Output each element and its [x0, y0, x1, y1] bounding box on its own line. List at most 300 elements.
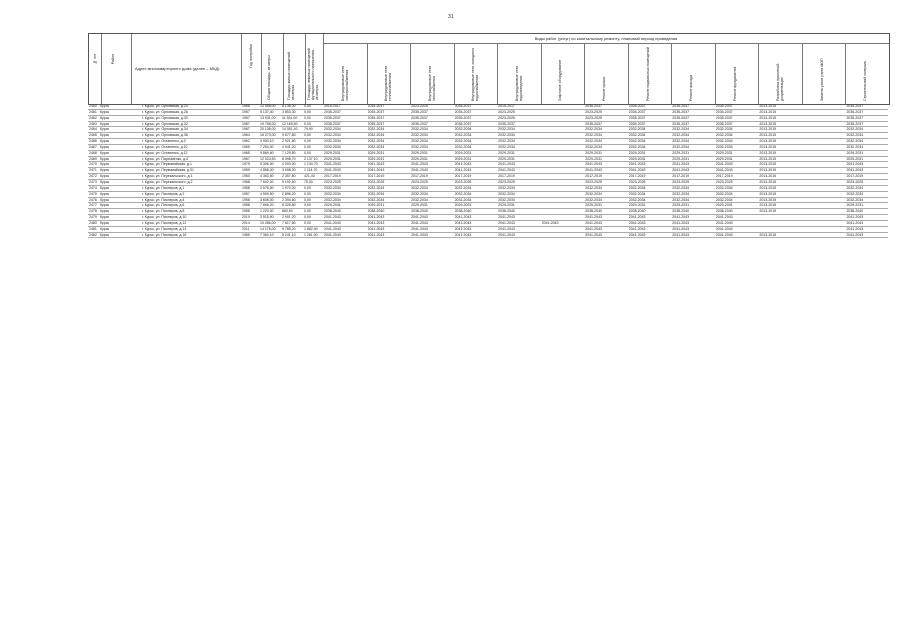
cell-address: г. Курск, ул. Орловская, д.30	[142, 115, 188, 120]
cell-work-6: 2032-2034	[585, 144, 602, 149]
cell-work-1: 2035-2037	[367, 104, 385, 108]
cell-res-area: 12 169,50	[282, 121, 298, 126]
cell-nonres-area: 0,00	[304, 133, 311, 138]
cell-work-4: 2023-2025	[498, 179, 515, 184]
cell-work-10: 2013-2015	[759, 115, 777, 120]
cell-total-area: 16 273,00	[260, 133, 276, 138]
cell-total-area: 19 798,00	[260, 121, 276, 126]
cell-work-2: 2032-2034	[411, 139, 428, 144]
cell-res-area: 5 326,50	[282, 203, 296, 208]
cell-work-10: 2013-2015	[759, 133, 777, 138]
cell-work-10: 2013-2015	[759, 191, 777, 196]
cell-work-12: 2041-2043	[846, 215, 864, 220]
cell-work-2: 2023-2025	[411, 104, 428, 108]
cell-work-2: 2041-2043	[411, 162, 428, 167]
cell-work-10: 2013-2015	[759, 144, 777, 149]
cell-work-8: 2032-2034	[672, 127, 690, 132]
cell-work-0: 2029-2031	[324, 156, 341, 161]
cell-work-10: 2013-2015	[759, 203, 777, 208]
cell-work-8: 2032-2034	[672, 139, 690, 144]
cell-district: Курск	[100, 179, 109, 184]
cell-work-8: 2032-2034	[672, 185, 690, 190]
cell-address: г. Курск, ул. Пионеров, д.4	[142, 197, 185, 202]
page-number: 31	[448, 14, 454, 20]
cell-num: 2470	[89, 162, 97, 167]
cell-work-7: 2032-2034	[628, 191, 646, 196]
cell-work-4: 2032-2034	[498, 185, 515, 190]
cell-work-3: 2038-2040	[454, 209, 472, 214]
cell-work-7: 2032-2034	[628, 139, 646, 144]
cell-address: г. Курск, ул. Пионеров, д.10	[142, 215, 187, 220]
cell-work-8: 2041-2043	[672, 220, 690, 225]
cell-work-4: 2029-2031	[498, 203, 515, 208]
cell-work-7: 2041-2043	[628, 168, 646, 173]
cell-work-8: 2032-2034	[672, 197, 690, 202]
cell-work-7: 2032-2034	[628, 127, 646, 132]
cell-work-3: 2032-2034	[454, 144, 472, 149]
cell-work-4: 2017-2019	[498, 174, 515, 179]
cell-work-10: 2014-2016	[759, 174, 777, 179]
cell-work-12: 2032-2034	[846, 191, 864, 196]
cell-work-6: 2035-2037	[585, 104, 602, 108]
cell-work-6: 2032-2034	[585, 139, 602, 144]
cell-work-1: 2038-2040	[367, 209, 385, 214]
cell-work-2: 2032-2034	[411, 191, 428, 196]
cell-res-area: 4 941,20	[282, 144, 296, 149]
cell-work-7: 2041-2043	[628, 232, 646, 237]
cell-address: г. Курск, ул. Пионеров, д.2	[142, 191, 185, 196]
cell-total-area: 2 676,50	[260, 185, 274, 190]
cell-work-12: 2032-2034	[846, 133, 864, 138]
cell-res-area: 2 394,60	[282, 197, 296, 202]
cell-district: Курск	[100, 150, 109, 155]
cell-num: 2477	[89, 203, 97, 208]
cell-work-9: 2032-2034	[715, 197, 733, 202]
cell-res-area: 8 398,70	[282, 156, 296, 161]
cell-work-10: 2013-2015	[759, 197, 777, 202]
cell-work-0: 2035-2037	[324, 121, 341, 126]
cell-work-9: 2032-2034	[715, 139, 733, 144]
cell-address: г. Курск, ул. Остапенко, д.3	[142, 139, 186, 144]
cell-work-10: 2013-2015	[759, 232, 777, 237]
cell-year: 1968	[242, 179, 250, 184]
cell-nonres-area: 0,00	[304, 220, 311, 225]
cell-total-area: 14 176,00	[260, 226, 276, 231]
cell-total-area: 7 696,20	[260, 203, 274, 208]
cell-work-3: 2032-2034	[454, 185, 472, 190]
cell-year: 1958	[242, 185, 250, 190]
cell-work-0: 2032-2034	[324, 133, 341, 138]
cell-address: г. Курск, ул. Перекальского, д.1	[142, 174, 193, 179]
cell-num: 2480	[89, 220, 97, 225]
cell-total-area: 13 931,00	[260, 115, 276, 120]
cell-num: 2474	[89, 185, 97, 190]
cell-work-2: 2029-2031	[411, 150, 428, 155]
cell-work-9: 2041-2043	[715, 162, 733, 167]
cell-year: 2011	[242, 226, 250, 231]
cell-work-2: 2029-2031	[411, 156, 428, 161]
cell-address: г. Курск, ул. Пионеров, д.12	[142, 220, 187, 225]
cell-work-6: 2023-2025	[585, 115, 602, 120]
cell-year: 1950	[242, 174, 250, 179]
cell-year: 1967	[242, 156, 250, 161]
cell-work-9: 2032-2034	[715, 185, 733, 190]
header-work-5: Лифтовое оборудование	[558, 59, 563, 101]
cell-year: 1965	[242, 150, 250, 155]
cell-num: 2462	[89, 115, 97, 120]
header-work-11: Замена узлов учета МОП	[819, 58, 824, 101]
cell-total-area: 3 608,00	[260, 197, 274, 202]
cell-work-8: 2041-2043	[672, 162, 690, 167]
header-work-2: Внутридомовые сети газоснабжения	[427, 65, 436, 101]
header-total-area: Общая площадь, кв.метры	[267, 55, 271, 100]
cell-work-12: 2029-2031	[846, 150, 864, 155]
cell-work-8: 2029-2031	[672, 150, 690, 155]
cell-work-7: 2035-2037	[628, 121, 646, 126]
cell-work-9: 2032-2034	[715, 133, 733, 138]
cell-total-area: 3 515,90	[260, 215, 274, 220]
cell-num: 2478	[89, 209, 97, 214]
cell-work-4: 2041-2043	[498, 232, 515, 237]
cell-work-3: 2041-2043	[454, 215, 472, 220]
cell-work-12: 2029-2031	[846, 156, 864, 161]
cell-work-8: 2041-2043	[672, 232, 690, 237]
cell-work-0: 2041-2043	[324, 232, 341, 237]
cell-nonres-area: 0,00	[304, 139, 311, 144]
cell-nonres-area: 0,00	[304, 121, 311, 126]
cell-address: г. Курск, ул. Пархоменко, д.4	[142, 156, 189, 161]
cell-district: Курск	[100, 232, 109, 237]
cell-res-area: 4 003,00	[282, 162, 296, 167]
cell-work-4: 2041-2043	[498, 162, 515, 167]
cell-nonres-area: 75,00	[304, 179, 313, 184]
cell-work-7: 2035-2037	[628, 104, 646, 108]
cell-work-2: 2035-2037	[411, 121, 428, 126]
cell-district: Курск	[100, 162, 109, 167]
cell-nonres-area: 0,00	[304, 109, 311, 114]
header-work-6: Ремонт крыши	[602, 76, 606, 101]
cell-work-6: 2029-2031	[585, 203, 602, 208]
cell-res-area: 1 970,00	[282, 185, 296, 190]
cell-work-2: 2032-2034	[411, 185, 428, 190]
cell-work-6: 2029-2031	[585, 150, 602, 155]
cell-work-6: 2041-2043	[585, 215, 602, 220]
cell-work-3: 2023-2025	[454, 179, 472, 184]
cell-res-area: 9 785,20	[282, 226, 296, 231]
cell-work-6: 2041-2043	[585, 168, 602, 173]
table-row	[88, 233, 888, 239]
cell-work-6: 2041-2043	[585, 220, 602, 225]
cell-work-6: 2038-2040	[585, 209, 602, 214]
cell-num: 2461	[89, 109, 97, 114]
header-res-area: Площадь жилых помещений, кв.метры	[287, 51, 295, 100]
cell-year: 1985	[242, 232, 250, 237]
cell-district: Курск	[100, 133, 109, 138]
cell-work-1: 2035-2037	[367, 121, 385, 126]
cell-work-1: 2032-2034	[367, 133, 385, 138]
cell-work-0: 2038-2040	[324, 209, 341, 214]
cell-work-2: 2023-2025	[411, 179, 428, 184]
cell-work-1: 2041-2043	[367, 168, 385, 173]
cell-work-6: 2035-2037	[585, 121, 602, 126]
cell-address: г. Курск, ул. Пионеров, д.6	[142, 203, 185, 208]
cell-year: 2010	[242, 215, 250, 220]
cell-work-3: 2017-2019	[454, 174, 472, 179]
cell-year: 1959	[242, 168, 250, 173]
cell-work-1: 2041-2043	[367, 232, 385, 237]
cell-district: Курск	[100, 156, 109, 161]
cell-work-7: 2023-2025	[628, 179, 646, 184]
cell-work-12: 2041-2043	[846, 168, 864, 173]
cell-num: 2467	[89, 144, 97, 149]
cell-res-area: 2 357,80	[282, 174, 296, 179]
cell-work-7: 2017-2019	[628, 174, 646, 179]
cell-work-2: 2032-2034	[411, 197, 428, 202]
cell-work-10: 2013-2015	[759, 109, 777, 114]
cell-num: 2463	[89, 121, 97, 126]
cell-nonres-area: 0,00	[304, 191, 311, 196]
cell-work-9: 2041-2043	[715, 220, 733, 225]
cell-work-12: 2017-2019	[846, 174, 864, 179]
cell-address: г. Курск, ул. Орловская, д.26	[142, 109, 188, 114]
cell-nonres-area: 79,90	[304, 127, 313, 132]
cell-total-area: 5 137,40	[260, 109, 274, 114]
cell-district: Курск	[100, 144, 109, 149]
cell-work-10: 2013-2015	[759, 209, 777, 214]
cell-year: 1979	[242, 162, 250, 167]
cell-work-1: 2032-2034	[367, 185, 385, 190]
cell-work-4: 2032-2034	[498, 133, 515, 138]
header-nonres-area: Площадь нежилых помещений функционального назначения, кв.метры	[307, 48, 319, 100]
cell-nonres-area: 0,00	[304, 104, 311, 108]
cell-address: г. Курск, ул. Орловская, д.24	[142, 104, 188, 108]
cell-work-0: 2032-2034	[324, 191, 341, 196]
cell-res-area: 860,50	[282, 209, 293, 214]
cell-work-7: 2035-2037	[628, 109, 646, 114]
cell-work-8: 2032-2034	[672, 133, 690, 138]
cell-work-3: 2041-2043	[454, 226, 472, 231]
cell-work-7: 2032-2034	[628, 197, 646, 202]
header-work-8: Ремонт фасада	[689, 74, 694, 101]
cell-address: г. Курск, ул. Пионеров, д.1	[142, 185, 185, 190]
cell-nonres-area: 1 882,40	[304, 226, 318, 231]
cell-work-3: 2035-2037	[454, 115, 472, 120]
cell-num: 2471	[89, 168, 97, 173]
cell-work-3: 2035-2037	[454, 121, 472, 126]
cell-num: 2465	[89, 133, 97, 138]
cell-nonres-area: 0,00	[304, 209, 311, 214]
cell-work-2: 2041-2043	[411, 232, 428, 237]
header-work-10: Разработка проектной документации	[776, 63, 785, 101]
cell-work-4: 2041-2043	[498, 226, 515, 231]
cell-total-area: 7 254,00	[260, 144, 274, 149]
cell-district: Курск	[100, 185, 109, 190]
cell-work-2: 2032-2034	[411, 127, 428, 132]
cell-work-7: 2041-2043	[628, 220, 646, 225]
cell-work-2: 2032-2034	[411, 144, 428, 149]
cell-work-1: 2029-2031	[367, 156, 385, 161]
cell-total-area: 20 138,00	[260, 127, 276, 132]
cell-work-1: 2032-2034	[367, 144, 385, 149]
cell-work-12: 2035-2037	[846, 121, 864, 126]
cell-work-9: 2032-2034	[715, 127, 733, 132]
cell-work-8: 2041-2043	[672, 168, 690, 173]
cell-work-10: 2013-2015	[759, 127, 777, 132]
cell-work-7: 2032-2034	[628, 185, 646, 190]
cell-work-12: 2041-2043	[846, 232, 864, 237]
cell-work-9: 2032-2034	[715, 144, 733, 149]
cell-work-7: 2041-2043	[628, 226, 646, 231]
cell-res-area: 2 921,80	[282, 139, 296, 144]
cell-work-6: 2017-2019	[585, 174, 602, 179]
cell-district: Курск	[100, 209, 109, 214]
cell-work-9: 2029-2031	[715, 156, 733, 161]
cell-work-0: 2023-2025	[324, 179, 341, 184]
cell-work-6: 2041-2043	[585, 162, 602, 167]
cell-work-8: 2035-2037	[672, 115, 690, 120]
cell-work-4: 2032-2034	[498, 191, 515, 196]
cell-work-4: 2032-2034	[498, 144, 515, 149]
cell-total-area: 4 858,00	[260, 168, 274, 173]
cell-work-0: 2032-2034	[324, 144, 341, 149]
header-work-7: Ремонт подвальных помещений	[645, 47, 650, 101]
cell-work-12: 2038-2040	[846, 209, 864, 214]
header-address: Адрес многоквартирного дома (далее – МКД)	[135, 66, 220, 71]
cell-work-2: 2017-2019	[411, 174, 428, 179]
cell-address: г. Курск, ул. Пионеров, д.16	[142, 232, 187, 237]
cell-nonres-area: 0,00	[304, 115, 311, 120]
cell-work-0: 2032-2034	[324, 127, 341, 132]
cell-district: Курск	[100, 220, 109, 225]
cell-work-7: 2029-2031	[628, 156, 646, 161]
cell-district: Курск	[100, 139, 109, 144]
cell-work-2: 2041-2043	[411, 168, 428, 173]
cell-num: 2464	[89, 127, 97, 132]
cell-work-7: 2032-2034	[628, 144, 646, 149]
cell-work-7: 2029-2031	[628, 203, 646, 208]
cell-district: Курск	[100, 115, 109, 120]
cell-nonres-area: 1 114,70	[304, 168, 318, 173]
cell-work-9: 2029-2031	[715, 203, 733, 208]
cell-work-8: 2017-2019	[672, 174, 690, 179]
cell-work-12: 2023-2025	[846, 179, 864, 184]
cell-work-4: 2029-2031	[498, 156, 515, 161]
cell-work-12: 2041-2043	[846, 226, 864, 231]
cell-work-8: 2032-2034	[672, 191, 690, 196]
cell-district: Курск	[100, 121, 109, 126]
cell-res-area: 5 241,10	[282, 232, 296, 237]
cell-work-12: 2041-2043	[846, 220, 864, 225]
cell-total-area: 4 509,50	[260, 191, 274, 196]
cell-work-12: 2032-2034	[846, 197, 864, 202]
cell-work-3: 2032-2034	[454, 127, 472, 132]
cell-res-area: 3 698,30	[282, 168, 296, 173]
cell-work-8: 2032-2034	[672, 144, 690, 149]
cell-district: Курск	[100, 191, 109, 196]
cell-work-4: 2035-2037	[498, 121, 515, 126]
cell-work-1: 2041-2043	[367, 226, 385, 231]
cell-work-4: 2032-2034	[498, 197, 515, 202]
cell-work-0: 2015-2017	[324, 104, 341, 108]
cell-year: 1958	[242, 209, 250, 214]
cell-work-0: 2041-2043	[324, 162, 341, 167]
cell-work-12: 2035-2037	[846, 109, 864, 114]
cell-work-1: 2041-2043	[367, 220, 385, 225]
cell-total-area: 5 306,00	[260, 162, 274, 167]
cell-work-9: 2029-2031	[715, 150, 733, 155]
cell-year: 1958	[242, 203, 250, 208]
cell-nonres-area: 0,00	[304, 185, 311, 190]
cell-work-4: 2041-2043	[498, 168, 515, 173]
cell-work-4: 2023-2025	[498, 115, 515, 120]
cell-work-8: 2041-2043	[672, 226, 690, 231]
cell-work-2: 2035-2037	[411, 115, 428, 120]
cell-nonres-area: 0,00	[304, 144, 311, 149]
cell-res-area: 2 896,20	[282, 191, 296, 196]
cell-res-area: 14 051,40	[282, 127, 298, 132]
cell-work-6: 2032-2034	[585, 127, 602, 132]
cell-work-7: 2041-2043	[628, 162, 646, 167]
cell-work-6: 2023-2025	[585, 179, 602, 184]
cell-total-area: 12 058,00	[260, 104, 276, 108]
cell-work-12: 2032-2034	[846, 127, 864, 132]
cell-work-0: 2041-2043	[324, 220, 341, 225]
cell-work-9: 2035-2037	[715, 104, 733, 108]
header-work-4: Внутридомовые сети водоотведения	[514, 65, 523, 101]
cell-work-3: 2041-2043	[454, 162, 472, 167]
cell-district: Курск	[100, 127, 109, 132]
cell-work-1: 2035-2037	[367, 109, 385, 114]
cell-work-3: 2032-2034	[454, 133, 472, 138]
cell-res-area: 5 192,60	[282, 179, 296, 184]
cell-work-12: 2032-2034	[846, 139, 864, 144]
cell-work-6: 2032-2034	[585, 197, 602, 202]
cell-address: г. Курск, ул. Орловская, д.32	[142, 121, 188, 126]
cell-work-3: 2041-2043	[454, 232, 472, 237]
cell-num: 2473	[89, 179, 97, 184]
cell-num: 2466	[89, 139, 97, 144]
cell-work-2: 2029-2031	[411, 203, 428, 208]
cell-work-1: 2032-2034	[367, 127, 385, 132]
cell-work-0: 2032-2034	[324, 139, 341, 144]
cell-work-10: 2013-2015	[759, 185, 777, 190]
cell-total-area: 4 363,50	[260, 174, 274, 179]
cell-work-9: 2041-2043	[715, 168, 733, 173]
cell-address: г. Курск, ул. Первомайская, д.31	[142, 168, 194, 173]
cell-work-10: 2013-2015	[759, 162, 777, 167]
cell-total-area: 9 869,60	[260, 150, 274, 155]
cell-work-0: 2041-2043	[324, 168, 341, 173]
cell-num: 2460	[89, 104, 97, 108]
cell-work-0: 2041-2043	[324, 215, 341, 220]
cell-address: г. Курск, ул. Остапенко, д.12	[142, 150, 188, 155]
cell-work-9: 2017-2019	[715, 174, 733, 179]
cell-work-6: 2023-2025	[585, 109, 602, 114]
cell-work-8: 2041-2043	[672, 215, 690, 220]
cell-year: 1957	[242, 115, 250, 120]
cell-res-area: 8 136,00	[282, 104, 296, 108]
cell-num: 2476	[89, 197, 97, 202]
cell-work-6: 2032-2034	[585, 191, 602, 196]
cell-district: Курск	[100, 109, 109, 114]
cell-nonres-area: 1 261,00	[304, 232, 318, 237]
cell-work-2: 2041-2043	[411, 220, 428, 225]
cell-district: Курск	[100, 226, 109, 231]
header-work-9: Ремонт фундамента	[732, 66, 737, 101]
cell-work-1: 2032-2034	[367, 191, 385, 196]
cell-work-12: 2035-2037	[846, 115, 864, 120]
header-work-3: Внутридомовые сети холодного водоснабжения	[471, 47, 480, 101]
